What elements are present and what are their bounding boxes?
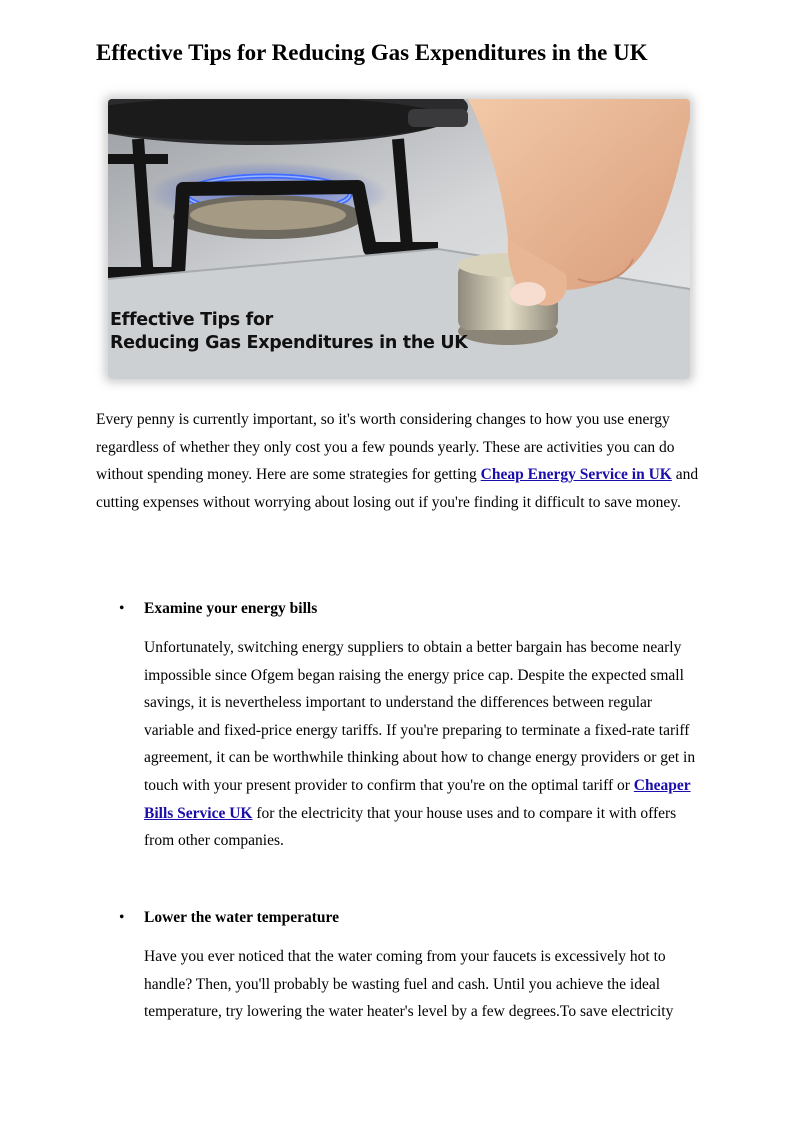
cheap-energy-link[interactable]: Cheap Energy Service in UK	[480, 466, 672, 484]
bullet-icon: •	[119, 600, 125, 617]
section-body	[144, 634, 696, 855]
page-title: Effective Tips for Reducing Gas Expenditures in the UK	[96, 40, 648, 65]
intro-text-end: and cutting expenses without worrying about losing out if you're finding it difficult to save money.	[96, 466, 699, 511]
hero-caption	[110, 309, 468, 355]
hero-caption-line-1: Effective Tips for	[110, 310, 273, 330]
section-body: Have you ever noticed that the water coming from your faucets is excessively hot to handle? Then, you'll probably be wasting fuel and cash. Until you achieve the ideal temperature, try lowering the water heater's level by a few degrees.To save electricity	[144, 948, 674, 1021]
section-body-text-start: Unfortunately, switching energy suppliers to obtain a better bargain has become nearly impossible since Ofgem began raising the energy price cap. Despite the expected small savings, it is nevertheless important to understand the differences between regular variable and fixed-price energy tariffs. If you're preparing to terminate a fixed-rate tariff agreement, it can be worthwhile thinking about how to change energy providers or get in touch with your present provider to confirm that you're on the optimal tariff or	[144, 639, 696, 794]
section-heading-text: Examine your energy bills	[144, 600, 318, 617]
section-heading	[96, 598, 706, 620]
section-water-temperature	[96, 907, 706, 1026]
section-heading	[96, 907, 706, 929]
hero-caption-line-2: Reducing Gas Expenditures in the UK	[110, 333, 468, 353]
intro-paragraph	[96, 406, 706, 516]
hero-image	[108, 99, 690, 379]
section-body-text-end: for the electricity that your house uses and to compare it with offers from other companies.	[144, 804, 677, 850]
cheaper-bills-link[interactable]: Cheaper Bills Service UK	[144, 776, 691, 822]
intro-text-start: Every penny is currently important, so it's worth considering changes to how you use energy regardless of whether they only cost you a few pounds yearly. These are activities you can do without spending money. Here are some strategies for getting	[96, 411, 675, 484]
bullet-icon: •	[119, 909, 125, 926]
section-energy-bills	[96, 598, 706, 855]
section-heading-text: Lower the water temperature	[144, 909, 339, 926]
